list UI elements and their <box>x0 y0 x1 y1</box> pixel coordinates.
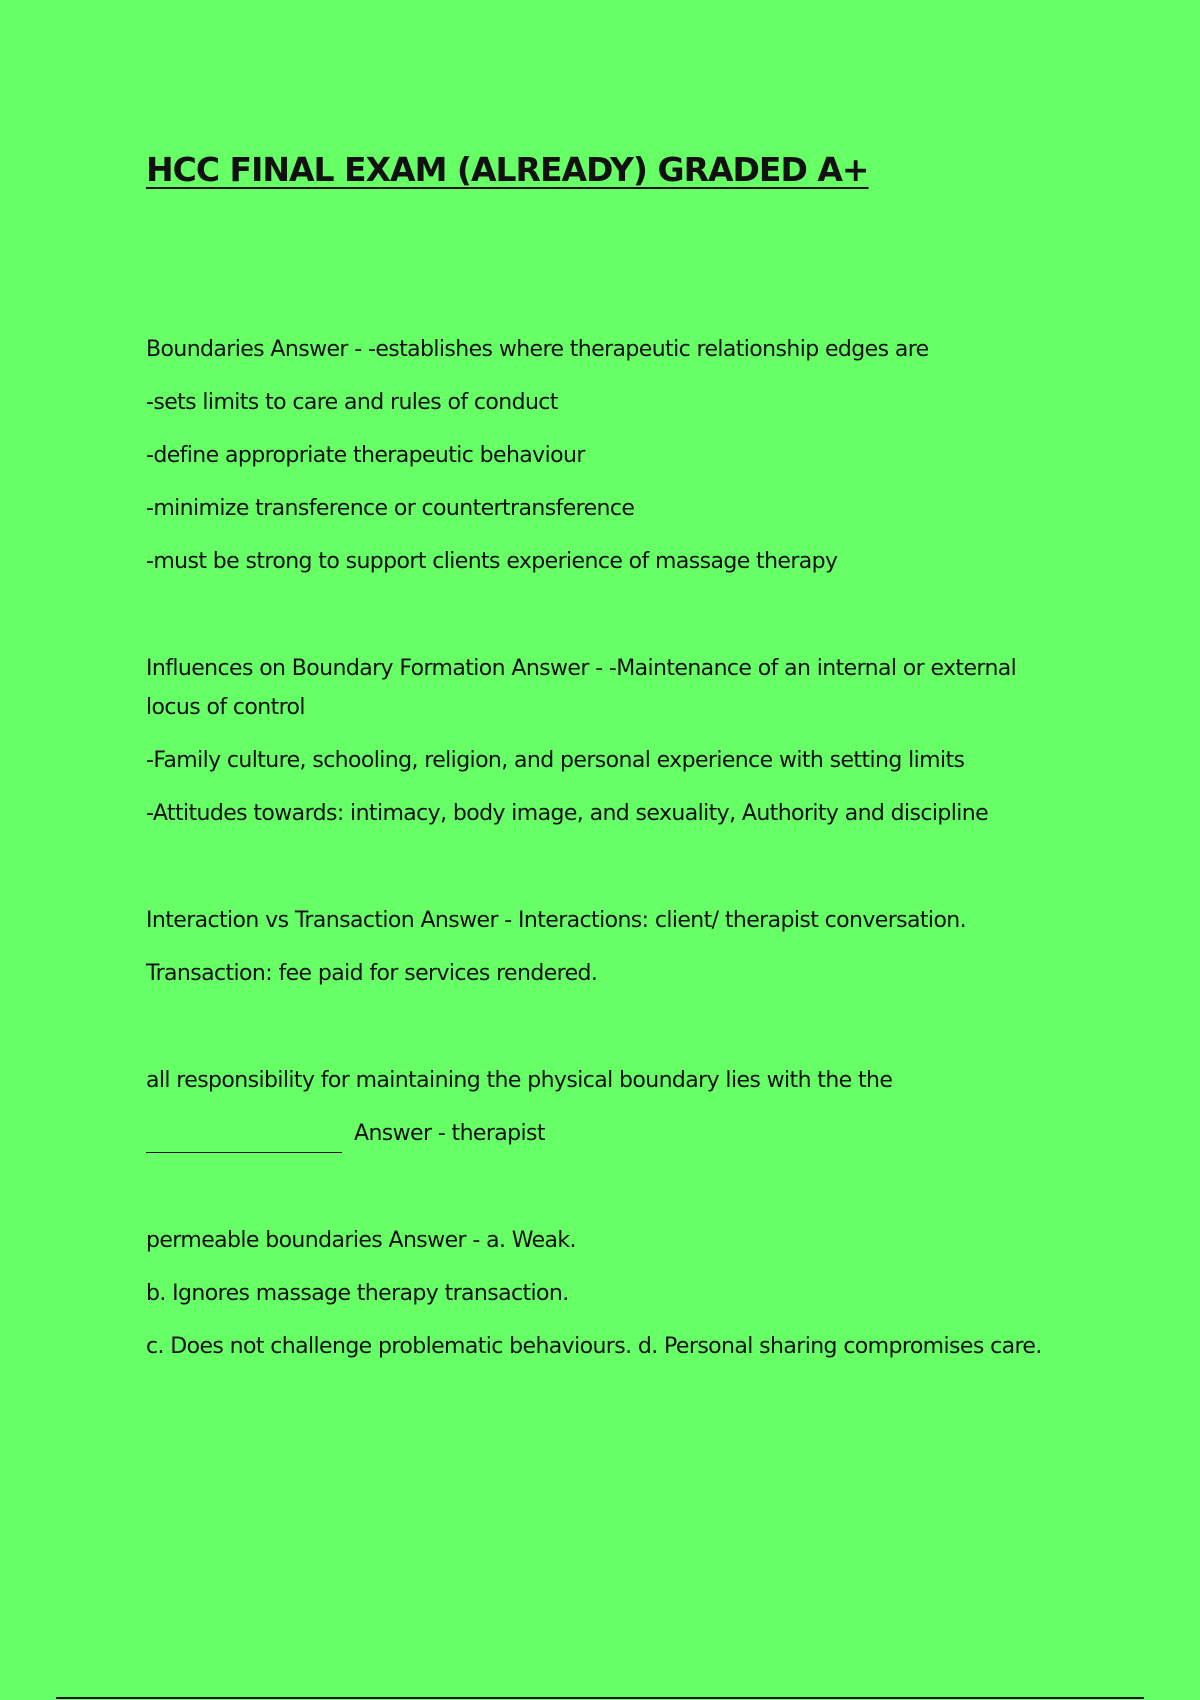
qa-block-responsibility <box>146 1061 1076 1153</box>
text-line: Interaction vs Transaction Answer - Interactions: client/ therapist conversation. <box>146 908 967 933</box>
text-line: -minimize transference or countertransference <box>146 496 635 521</box>
page-title: HCC FINAL EXAM (ALREADY) GRADED A+ <box>146 150 869 189</box>
document-body <box>146 330 1076 1434</box>
text-line: c. Does not challenge problematic behaviours. d. Personal sharing compromises care. <box>146 1334 1042 1359</box>
text-line: -define appropriate therapeutic behaviour <box>146 443 585 468</box>
text-line: -must be strong to support clients experience of massage therapy <box>146 549 838 574</box>
text-line: Influences on Boundary Formation Answer - -Maintenance of an internal or external locus of control <box>146 656 1017 720</box>
question-text: all responsibility for maintaining the physical boundary lies with the the <box>146 1068 893 1093</box>
answer-text: Answer - therapist <box>354 1121 545 1146</box>
footer-divider <box>56 1697 1144 1699</box>
text-line: Boundaries Answer - -establishes where therapeutic relationship edges are <box>146 337 929 362</box>
fill-in-blank <box>146 1126 342 1153</box>
text-line: b. Ignores massage therapy transaction. <box>146 1281 569 1306</box>
qa-block-boundaries <box>146 330 1076 581</box>
text-line: Transaction: fee paid for services rendered. <box>146 961 598 986</box>
text-line: -Attitudes towards: intimacy, body image, and sexuality, Authority and discipline <box>146 801 989 826</box>
qa-block-interaction <box>146 901 1076 993</box>
qa-block-permeable <box>146 1221 1076 1366</box>
text-line: -sets limits to care and rules of conduct <box>146 390 558 415</box>
answer-line <box>146 1114 1076 1153</box>
text-line: permeable boundaries Answer - a. Weak. <box>146 1228 576 1253</box>
qa-block-influences <box>146 649 1076 833</box>
text-line: -Family culture, schooling, religion, and personal experience with setting limits <box>146 748 965 773</box>
